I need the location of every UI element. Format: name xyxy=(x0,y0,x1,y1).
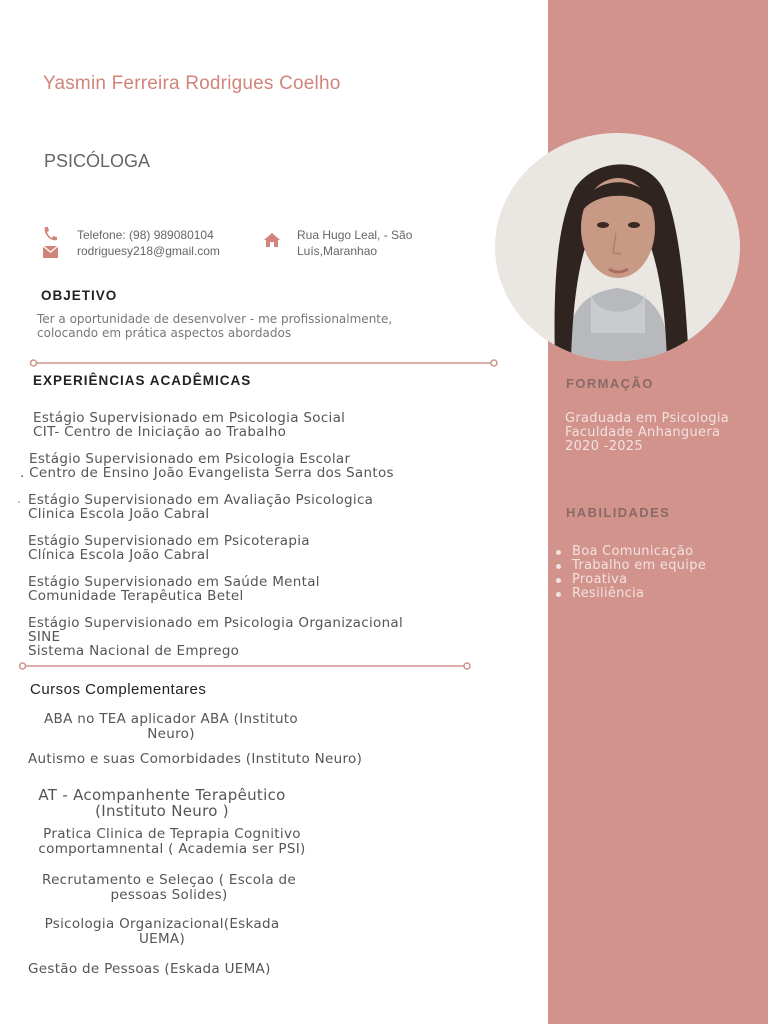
section-divider xyxy=(29,358,499,368)
home-icon xyxy=(263,232,281,248)
experience-item: Estágio Supervisionado em Psicologia Social CIT- Centro de Iniciação ao Trabalho xyxy=(33,410,346,440)
section-divider xyxy=(18,661,474,671)
experience-item: Estágio Supervisionado em Avaliação Psicologica Clinica Escola João Cabral xyxy=(28,492,374,522)
address-line-2: Luís,Maranhao xyxy=(297,244,378,258)
person-name: Yasmin Ferreira Rodrigues Coelho xyxy=(43,73,341,94)
objective-text xyxy=(37,312,457,340)
phone-number: Telefone: (98) 989080104 xyxy=(77,228,214,242)
course-item: Pratica Clinica de Teprapia Cognitivo comportamnental ( Academia ser PSI) xyxy=(38,826,306,857)
skill-item: Proativa xyxy=(556,573,706,587)
course-item: ABA no TEA aplicador ABA (Instituto Neuro) xyxy=(44,711,298,742)
skill-item: Trabalho em equipe xyxy=(556,559,706,573)
experience-item: Estágio Supervisionado em Psicoterapia Clínica Escola João Cabral xyxy=(28,533,310,563)
education-heading: FORMAÇÃO xyxy=(566,376,654,391)
experience-item: Estágio Supervisionado em Psicologia Escolar . Centro de Ensino João Evangelista Serra dos Santos xyxy=(20,451,394,481)
skill-item: Resiliência xyxy=(556,587,706,601)
profile-photo xyxy=(495,133,740,361)
objective-line-1: Ter a oportunidade de desenvolver - me profissionalmente, xyxy=(37,312,393,326)
job-title: PSICÓLOGA xyxy=(44,151,151,171)
experience-item: Estágio Supervisionado em Saúde Mental Comunidade Terapêutica Betel xyxy=(28,574,320,604)
phone-icon xyxy=(42,226,57,242)
skills-heading: HABILIDADES xyxy=(566,505,671,520)
course-item: Recrutamento e Seleçao ( Escola de pessoas Solides) xyxy=(42,872,296,903)
course-item: AT - Acompanhente Terapêutico (Instituto Neuro ) xyxy=(38,786,286,820)
mail-icon xyxy=(43,246,58,258)
course-item: Autismo e suas Comorbidades (Instituto Neuro) xyxy=(28,751,363,767)
education-text: Graduada em Psicologia Faculdade Anhanguera 2020 -2025 xyxy=(565,411,730,454)
objective-heading: OBJETIVO xyxy=(41,288,118,303)
courses-heading: Cursos Complementares xyxy=(30,681,207,698)
skills-list xyxy=(556,545,706,601)
skill-item: Boa Comunicação xyxy=(556,545,706,559)
course-item: Psicologia Organizacional(Eskada UEMA) xyxy=(44,916,280,947)
experience-item: Estágio Supervisionado em Psicologia Organizacional SINE Sistema Nacional de Emprego xyxy=(28,615,404,659)
experiences-heading: EXPERIÊNCIAS ACADÊMICAS xyxy=(33,373,252,388)
course-item: Gestão de Pessoas (Eskada UEMA) xyxy=(28,961,271,977)
email-address: rodriguesy218@gmail.com xyxy=(77,244,220,258)
address-line-1: Rua Hugo Leal, - São xyxy=(297,228,413,242)
bullet-dot: . xyxy=(17,492,21,506)
objective-line-2: colocando em prática aspectos abordados xyxy=(37,326,292,340)
